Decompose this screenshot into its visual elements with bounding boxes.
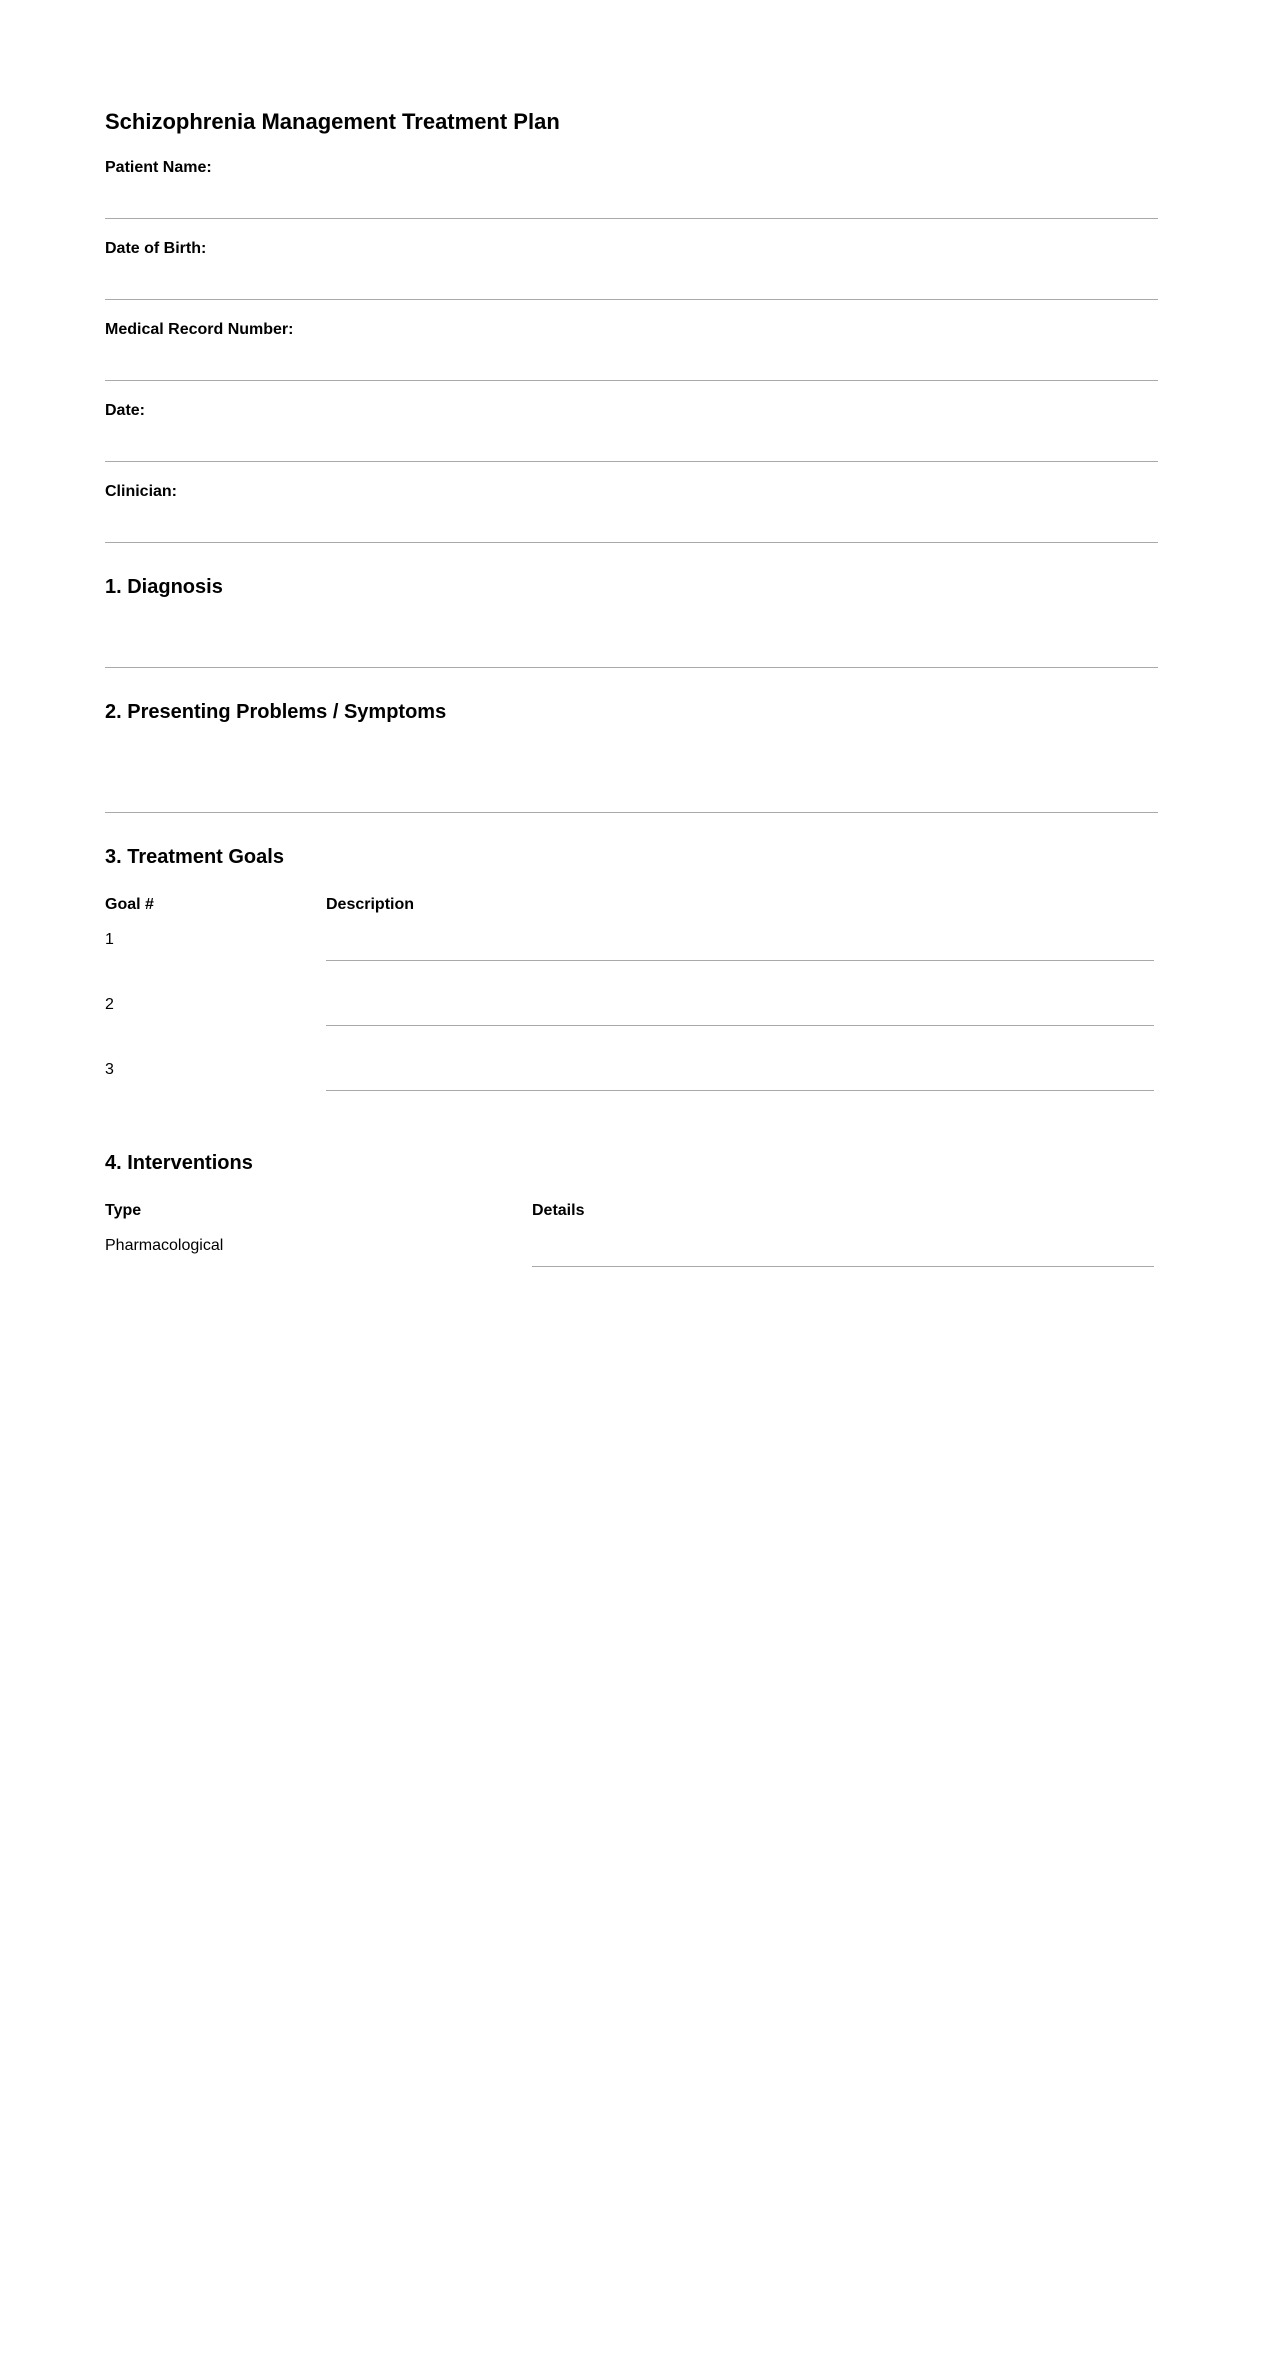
interventions-heading: 4. Interventions <box>105 1152 253 1174</box>
goal-description-2-field[interactable] <box>326 1025 1154 1026</box>
date-label: Date: <box>105 402 146 419</box>
intervention-type-1: Pharmacological <box>105 1237 224 1254</box>
diagnosis-field[interactable] <box>105 667 1158 668</box>
goal-number-column-header: Goal # <box>105 896 154 913</box>
clinician-field[interactable] <box>105 542 1158 543</box>
clinician-label: Clinician: <box>105 483 178 500</box>
patient-name-field[interactable] <box>105 218 1158 219</box>
details-column-header: Details <box>532 1202 585 1219</box>
goal-number-3: 3 <box>105 1061 114 1078</box>
treatment-goals-heading: 3. Treatment Goals <box>105 846 284 868</box>
document-title: Schizophrenia Management Treatment Plan <box>105 109 560 134</box>
patient-name-label: Patient Name: <box>105 159 212 176</box>
presenting-problems-field[interactable] <box>105 812 1158 813</box>
description-column-header: Description <box>326 896 415 913</box>
medical-record-number-label: Medical Record Number: <box>105 321 294 338</box>
medical-record-number-field[interactable] <box>105 380 1158 381</box>
date-of-birth-field[interactable] <box>105 299 1158 300</box>
goal-number-1: 1 <box>105 931 114 948</box>
presenting-problems-heading: 2. Presenting Problems / Symptoms <box>105 701 447 723</box>
goal-description-3-field[interactable] <box>326 1090 1154 1091</box>
goal-description-1-field[interactable] <box>326 960 1154 961</box>
type-column-header: Type <box>105 1202 142 1219</box>
goal-number-2: 2 <box>105 996 114 1013</box>
date-of-birth-label: Date of Birth: <box>105 240 207 257</box>
intervention-details-1-field[interactable] <box>532 1266 1154 1267</box>
date-field[interactable] <box>105 461 1158 462</box>
diagnosis-heading: 1. Diagnosis <box>105 576 223 598</box>
